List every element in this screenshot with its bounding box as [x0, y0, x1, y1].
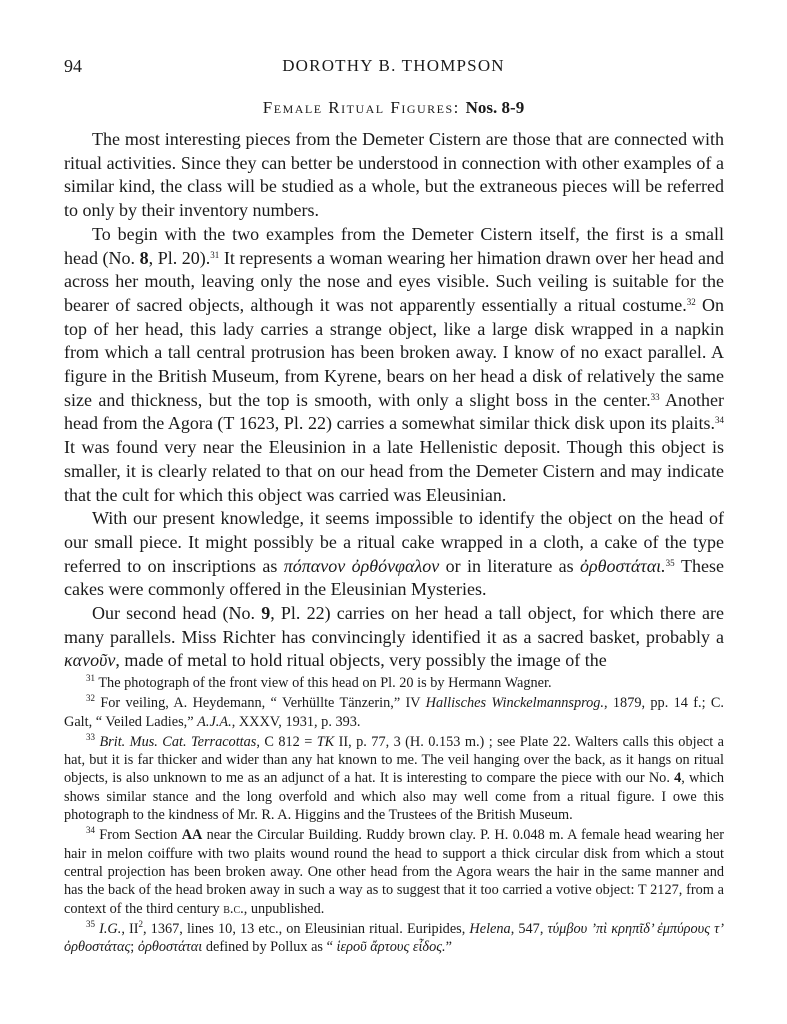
text-run: , Pl. 22) carries on her head a tall object, for which there are many parallels. Miss Richter has convincingly identified it as a sacred basket, probably a [64, 603, 724, 647]
section-title-nos: Nos. 8-9 [465, 98, 525, 117]
footnote-ref-33: 33 [650, 391, 660, 402]
footnote-text: ; [130, 939, 138, 956]
abbreviation: I.G. [99, 920, 122, 937]
footnote-32 [64, 694, 724, 731]
era-abbreviation: b.c. [223, 900, 244, 917]
footnote-text: , 547, [510, 920, 548, 937]
text-run: To begin with the two examples from the Demeter Cistern itself, the first is a small head (No. [64, 223, 724, 268]
footnotes [64, 674, 724, 958]
section-title [64, 98, 723, 118]
footnote-35 [64, 920, 724, 957]
work-title: Helena [469, 920, 511, 937]
greek-term: κανοῦν [64, 650, 116, 671]
footnote-text: The photograph of the front view of this head on Pl. 20 is by Hermann Wagner. [95, 675, 552, 691]
footnote-31 [64, 674, 724, 692]
footnote-text: defined by Pollux as “ [202, 939, 337, 956]
footnote-text: , 1879, pp. 14 f.; C. Galt, “ Veiled Ladies,” [64, 695, 724, 730]
text-run: These cakes were commonly offered in the Eleusinian Mysteries. [64, 555, 725, 600]
text-run: It represents a woman wearing her himation drawn over her head and across her mouth, leaving only the nose and eyes visible. Such veiling is suitable for the bearer of sacred objects, although it was not apparently essentially a ritual costume. [64, 247, 724, 315]
footnote-text: , II [121, 920, 139, 937]
paragraph-3 [64, 507, 724, 602]
catalogue-title: Brit. Mus. Cat. Terracottas [99, 733, 257, 750]
text-run: Our second head (No. [92, 603, 262, 624]
greek-term: ἱεροῦ ἄρτους εἶδος. [336, 939, 446, 956]
footnote-ref-35: 35 [665, 557, 675, 568]
paragraph-1 [64, 128, 724, 223]
footnote-ref-31: 31 [210, 249, 220, 260]
footnote-number: 32 [86, 693, 95, 704]
running-title: DOROTHY B. THOMPSON [282, 56, 505, 75]
footnote-text: near the Circular Building. Ruddy brown clay. P. H. 0.048 m. A female head wearing her hair in melon coiffure with two plaits wound round the head to support a thick circular disk from which a stout central projection has been broken away. One other head from the Agora wears the hair in the same manner and has the back of the head broken away in such a way as to suggest that it too carried a votive object: T 2127, from a context of the third century [64, 827, 724, 917]
superscript: 2 [138, 918, 144, 929]
catalogue-number: 4 [674, 770, 682, 787]
footnote-text: ” [445, 939, 452, 956]
footnote-number: 33 [86, 731, 95, 742]
journal-title: A.J.A. [197, 713, 232, 730]
footnote-number: 35 [86, 918, 95, 929]
footnote-33 [64, 733, 724, 824]
footnote-text: , 1367, lines 10, 13 etc., on Eleusinian ritual. Euripides, [143, 920, 470, 937]
text-run: , Pl. 20). [148, 247, 211, 268]
text-run: Another head from the Agora (T 1623, Pl. 22) carries a somewhat similar thick disk upon its plaits. [64, 389, 724, 434]
paragraph-2 [64, 223, 724, 507]
footnote-34 [64, 826, 724, 917]
greek-term: ὀρθοστάται. [580, 555, 666, 576]
journal-title: Hallisches Winckelmannsprog. [425, 695, 604, 712]
abbreviation: TK [316, 733, 335, 750]
running-head [64, 56, 723, 80]
catalogue-number: 9 [261, 603, 271, 624]
footnote-text: II, p. 77, 3 (H. 0.153 m.) ; see Plate 22. Walters calls this object a hat, but it is far thicker and wider than any hat known to me. The veil hanging over the back, as it hangs on ritual objects, is also unknown to me as an adjunct of a hat. It is interesting to compare the piece with our No. [64, 733, 724, 787]
text-run: or in literature as [439, 555, 581, 576]
footnote-ref-34: 34 [715, 415, 724, 426]
page-number: 94 [64, 56, 82, 76]
greek-term: πόπανον ὀρθόνφαλον [283, 555, 440, 576]
footnote-text: , C 812 = [256, 733, 317, 750]
text-run: , made of metal to hold ritual objects, very possibly the image of the [115, 650, 607, 671]
body-text [64, 128, 724, 673]
text-run: With our present knowledge, it seems impossible to identify the object on the head of our small piece. It might possibly be a ritual cake wrapped in a cloth, a cake of the type referred to on inscriptions as [64, 508, 724, 576]
paragraph-4 [64, 602, 724, 673]
text-run: It was found very near the Eleusinion in a late Hellenistic deposit. Though this object is smaller, it is clearly related to that on our head from the Demeter Cistern and may indicate that the cult for which this object was carried was Eleusinian. [64, 437, 724, 505]
text-run: On top of her head, this lady carries a strange object, like a large disk wrapped in a napkin from which a tall central protrusion has been broken away. I know of no exact parallel. A figure in the British Museum, from Kyrene, bears on her head a disk of relatively the same size and thickness, but the top is smooth, with only a slight boss in the center. [64, 294, 725, 410]
section-label: AA [181, 827, 203, 844]
footnote-number: 34 [86, 825, 95, 836]
catalogue-number: 8 [139, 247, 149, 268]
section-title-text: Female Ritual Figures: [262, 98, 466, 117]
footnote-text: , XXXV, 1931, p. 393. [231, 713, 361, 730]
greek-term: ὀρθοστάται [137, 939, 203, 956]
footnote-text: For veiling, A. Heydemann, “ Verhüllte Tänzerin,” IV [95, 695, 426, 712]
footnote-ref-32: 32 [686, 296, 696, 307]
footnote-text: From Section [95, 827, 182, 844]
footnote-number: 31 [86, 673, 95, 683]
footnote-text: , unpublished. [243, 900, 325, 917]
paragraph-1-text: The most interesting pieces from the Demeter Cistern are those that are connected with ritual activities. Since they can better be understood in connection with other examples of a similar kind, the class will be studied as a whole, but the extraneous pieces will be referred to only by their inventory numbers. [64, 129, 724, 221]
footnote-text: , which shows similar stance and the long overfold and which also may well come from a ritual figure. I owe this photograph to the kindness of Mr. R. A. Higgins and the Trustees of the British Museum. [64, 770, 724, 824]
greek-term: τύμβου ’πὶ κρηπῖδ’ ἐμπύρους τ’ ὀρθοστάτας [64, 920, 724, 956]
